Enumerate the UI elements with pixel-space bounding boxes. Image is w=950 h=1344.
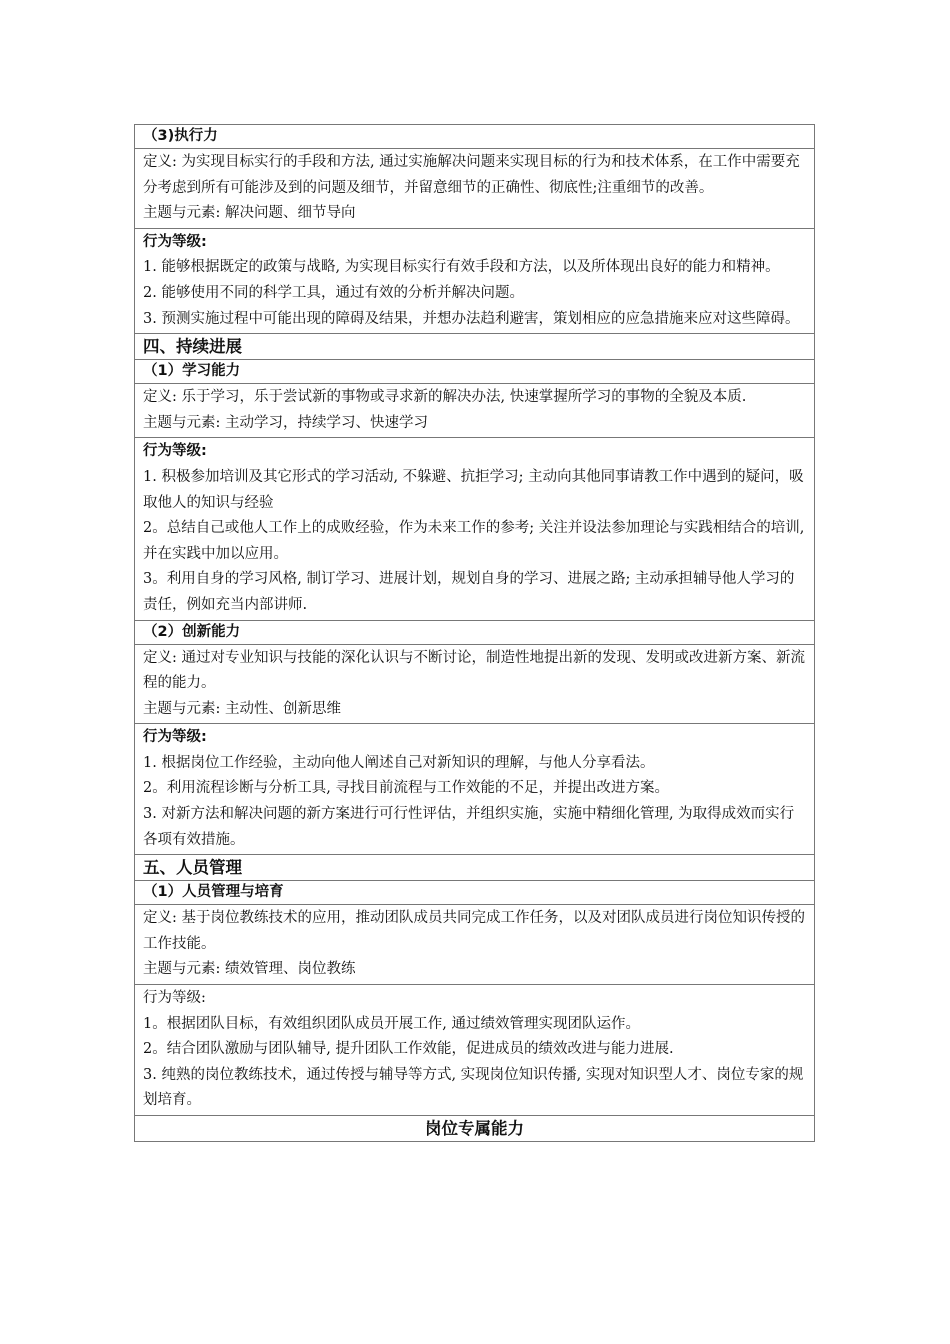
- row-innovation-definition: [135, 644, 815, 724]
- level-item: 2。总结自己或他人工作上的成败经验，作为未来工作的参考; 关注并设法参加理论与实践相结合的培训, 并在实践中加以应用。: [143, 520, 805, 562]
- levels-title: 行为等级:: [143, 990, 206, 1007]
- row-people-title: [135, 881, 815, 905]
- section-title: 四、持续进展: [135, 334, 815, 360]
- levels-cell: [135, 724, 815, 855]
- row-innovation-title: [135, 620, 815, 644]
- level-item: 3. 纯熟的岗位教练技术，通过传授与辅导等方式, 实现岗位知识传播, 实现对知识型人才、岗位专家的规划培育。: [143, 1066, 804, 1109]
- level-item: 1。根据团队目标，有效组织团队成员开展工作, 通过绩效管理实现团队运作。: [143, 1015, 640, 1032]
- level-item: 1. 根据岗位工作经验，主动向他人阐述自己对新知识的理解，与他人分享看法。: [143, 754, 655, 771]
- themes-text: 主题与元素: 解决问题、细节导向: [143, 205, 356, 222]
- themes-text: 主题与元素: 主动学习，持续学习、快速学习: [143, 414, 428, 431]
- themes-text: 主题与元素: 主动性、创新思维: [143, 700, 341, 717]
- definition-cell: [135, 384, 815, 438]
- competency-table: [134, 124, 815, 1142]
- levels-cell: [135, 438, 815, 620]
- row-section5: [135, 855, 815, 881]
- subsection-title: （2）创新能力: [135, 620, 815, 644]
- level-item: 3。利用自身的学习风格, 制订学习、进展计划，规划自身的学习、进展之路; 主动承担辅导他人学习的责任，例如充当内部讲师.: [143, 571, 795, 613]
- levels-cell: [135, 228, 815, 333]
- level-item: 3. 预测实施过程中可能出现的障碍及结果，并想办法趋利避害，策划相应的应急措施来应对这些障碍。: [143, 310, 800, 327]
- row-execution-definition: [135, 149, 815, 229]
- level-item: 2。结合团队激励与团队辅导, 提升团队工作效能，促进成员的绩效改进与能力进展.: [143, 1041, 674, 1058]
- levels-title: 行为等级:: [143, 443, 207, 460]
- row-innovation-levels: [135, 724, 815, 855]
- levels-title: 行为等级:: [143, 233, 207, 250]
- level-item: 1. 积极参加培训及其它形式的学习活动, 不躲避、抗拒学习; 主动向其他同事请教工作中遇到的疑问，吸取他人的知识与经验: [143, 468, 804, 511]
- row-execution-levels: [135, 228, 815, 333]
- levels-title: 行为等级:: [143, 729, 207, 746]
- level-item: 3. 对新方法和解决问题的新方案进行可行性评估，并组织实施，实施中精细化管理, 为取得成效而实行各项有效措施。: [143, 806, 795, 848]
- position-specific-heading: 岗位专属能力: [135, 1116, 815, 1142]
- row-learning-levels: [135, 438, 815, 620]
- row-learning-title: [135, 360, 815, 384]
- definition-cell: [135, 644, 815, 724]
- row-people-levels: [135, 985, 815, 1116]
- themes-text: 主题与元素: 绩效管理、岗位教练: [143, 961, 356, 978]
- document-page: [134, 124, 815, 1142]
- subsection-title: （1）学习能力: [135, 360, 815, 384]
- definition-text: 定义: 基于岗位教练技术的应用，推动团队成员共同完成工作任务，以及对团队成员进行岗位知识传授的工作技能。: [143, 910, 805, 952]
- definition-cell: [135, 149, 815, 229]
- row-section4: [135, 334, 815, 360]
- subsection-title: （1）人员管理与培育: [135, 881, 815, 905]
- levels-cell: [135, 985, 815, 1116]
- subsection-title: （3)执行力: [135, 125, 815, 149]
- definition-text: 定义: 乐于学习，乐于尝试新的事物或寻求新的解决办法, 快速掌握所学习的事物的全貌及本质.: [143, 389, 747, 406]
- level-item: 2。利用流程诊断与分析工具, 寻找目前流程与工作效能的不足，并提出改进方案。: [143, 780, 669, 797]
- definition-text: 定义: 通过对专业知识与技能的深化认识与不断讨论，制造性地提出新的发现、发明或改进新方案、新流程的能力。: [143, 649, 805, 692]
- row-execution-title: [135, 125, 815, 149]
- row-learning-definition: [135, 384, 815, 438]
- row-people-definition: [135, 905, 815, 985]
- level-item: 2. 能够使用不同的科学工具，通过有效的分析并解决问题。: [143, 284, 524, 301]
- definition-cell: [135, 905, 815, 985]
- section-title: 五、人员管理: [135, 855, 815, 881]
- level-item: 1. 能够根据既定的政策与战略, 为实现目标实行有效手段和方法，以及所体现出良好的能力和精神。: [143, 259, 780, 276]
- row-footer-heading: [135, 1116, 815, 1142]
- definition-text: 定义: 为实现目标实行的手段和方法, 通过实施解决问题来实现目标的行为和技术体系，在工作中需要充分考虑到所有可能涉及到的问题及细节，并留意细节的正确性、彻底性;注重细节的改善。: [143, 154, 800, 196]
